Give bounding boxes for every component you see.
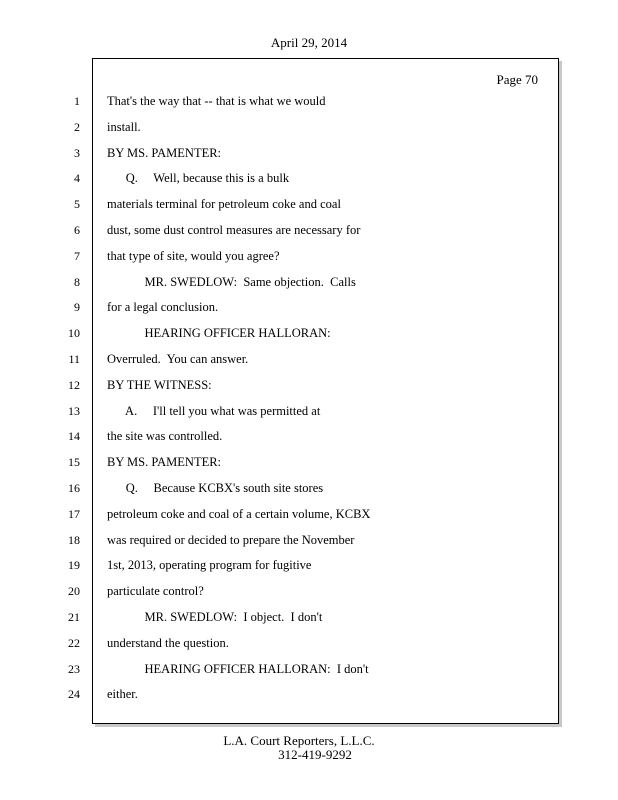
line-number: 23 bbox=[68, 661, 80, 676]
line-number: 7 bbox=[74, 248, 80, 263]
transcript-line: 1st, 2013, operating program for fugitive bbox=[107, 558, 312, 573]
transcript-line: either. bbox=[107, 687, 138, 702]
transcript-line: Q. Well, because this is a bulk bbox=[107, 171, 290, 186]
header-date: April 29, 2014 bbox=[270, 35, 348, 50]
transcript-line: A. I'll tell you what was permitted at bbox=[107, 403, 321, 418]
line-number: 24 bbox=[68, 687, 80, 702]
transcript-line: That's the way that -- that is what we would bbox=[107, 94, 326, 108]
line-number: 6 bbox=[74, 223, 80, 237]
transcript-line: install. bbox=[107, 119, 141, 134]
line-number: 22 bbox=[68, 635, 80, 650]
line-number: 10 bbox=[68, 326, 80, 341]
line-number: 13 bbox=[68, 403, 80, 418]
line-number: 15 bbox=[68, 455, 80, 470]
line-number: 18 bbox=[68, 532, 80, 547]
line-number: 20 bbox=[68, 584, 80, 599]
transcript-line: BY MS. PAMENTER: bbox=[107, 145, 222, 160]
transcript-line: BY THE WITNESS: bbox=[107, 377, 212, 392]
transcript-line: MR. SWEDLOW: Same objection. Calls bbox=[107, 274, 356, 289]
line-number: 11 bbox=[68, 352, 80, 366]
line-number: 5 bbox=[74, 197, 80, 212]
line-number: 17 bbox=[68, 506, 80, 521]
transcript-line: HEARING OFFICER HALLORAN: I don't bbox=[107, 661, 369, 676]
transcript-line: the site was controlled. bbox=[107, 429, 223, 444]
line-number: 8 bbox=[74, 274, 80, 289]
line-number: 19 bbox=[68, 558, 80, 573]
transcript-line: was required or decided to prepare the November bbox=[107, 532, 355, 547]
line-number: 12 bbox=[68, 377, 80, 392]
transcript-line: understand the question. bbox=[107, 635, 229, 650]
transcript-line: BY MS. PAMENTER: bbox=[107, 455, 222, 470]
transcript-line: materials terminal for petroleum coke and coal bbox=[107, 197, 341, 212]
line-number: 16 bbox=[68, 481, 80, 495]
transcript-line: HEARING OFFICER HALLORAN: bbox=[107, 326, 331, 341]
line-number: 1 bbox=[74, 94, 80, 108]
page-number: Page 70 bbox=[496, 72, 538, 87]
transcript-line: for a legal conclusion. bbox=[107, 300, 219, 315]
transcript-line: dust, some dust control measures are necessary for bbox=[107, 223, 361, 237]
transcript-line: that type of site, would you agree? bbox=[107, 248, 280, 263]
line-number: 4 bbox=[74, 171, 80, 186]
footer-phone: 312-419-9292 bbox=[278, 747, 352, 762]
transcript-line: Q. Because KCBX's south site stores bbox=[107, 481, 324, 495]
line-number: 3 bbox=[74, 145, 80, 160]
line-number: 2 bbox=[74, 119, 80, 134]
line-number: 9 bbox=[74, 300, 80, 315]
line-number: 21 bbox=[68, 610, 80, 624]
footer-company: L.A. Court Reporters, L.L.C. bbox=[223, 733, 375, 748]
transcript-line: Overruled. You can answer. bbox=[107, 352, 249, 366]
transcript-line: MR. SWEDLOW: I object. I don't bbox=[107, 610, 323, 624]
line-number: 14 bbox=[68, 429, 80, 444]
transcript-line: particulate control? bbox=[107, 584, 204, 599]
transcript-line: petroleum coke and coal of a certain volume, KCBX bbox=[107, 506, 371, 521]
